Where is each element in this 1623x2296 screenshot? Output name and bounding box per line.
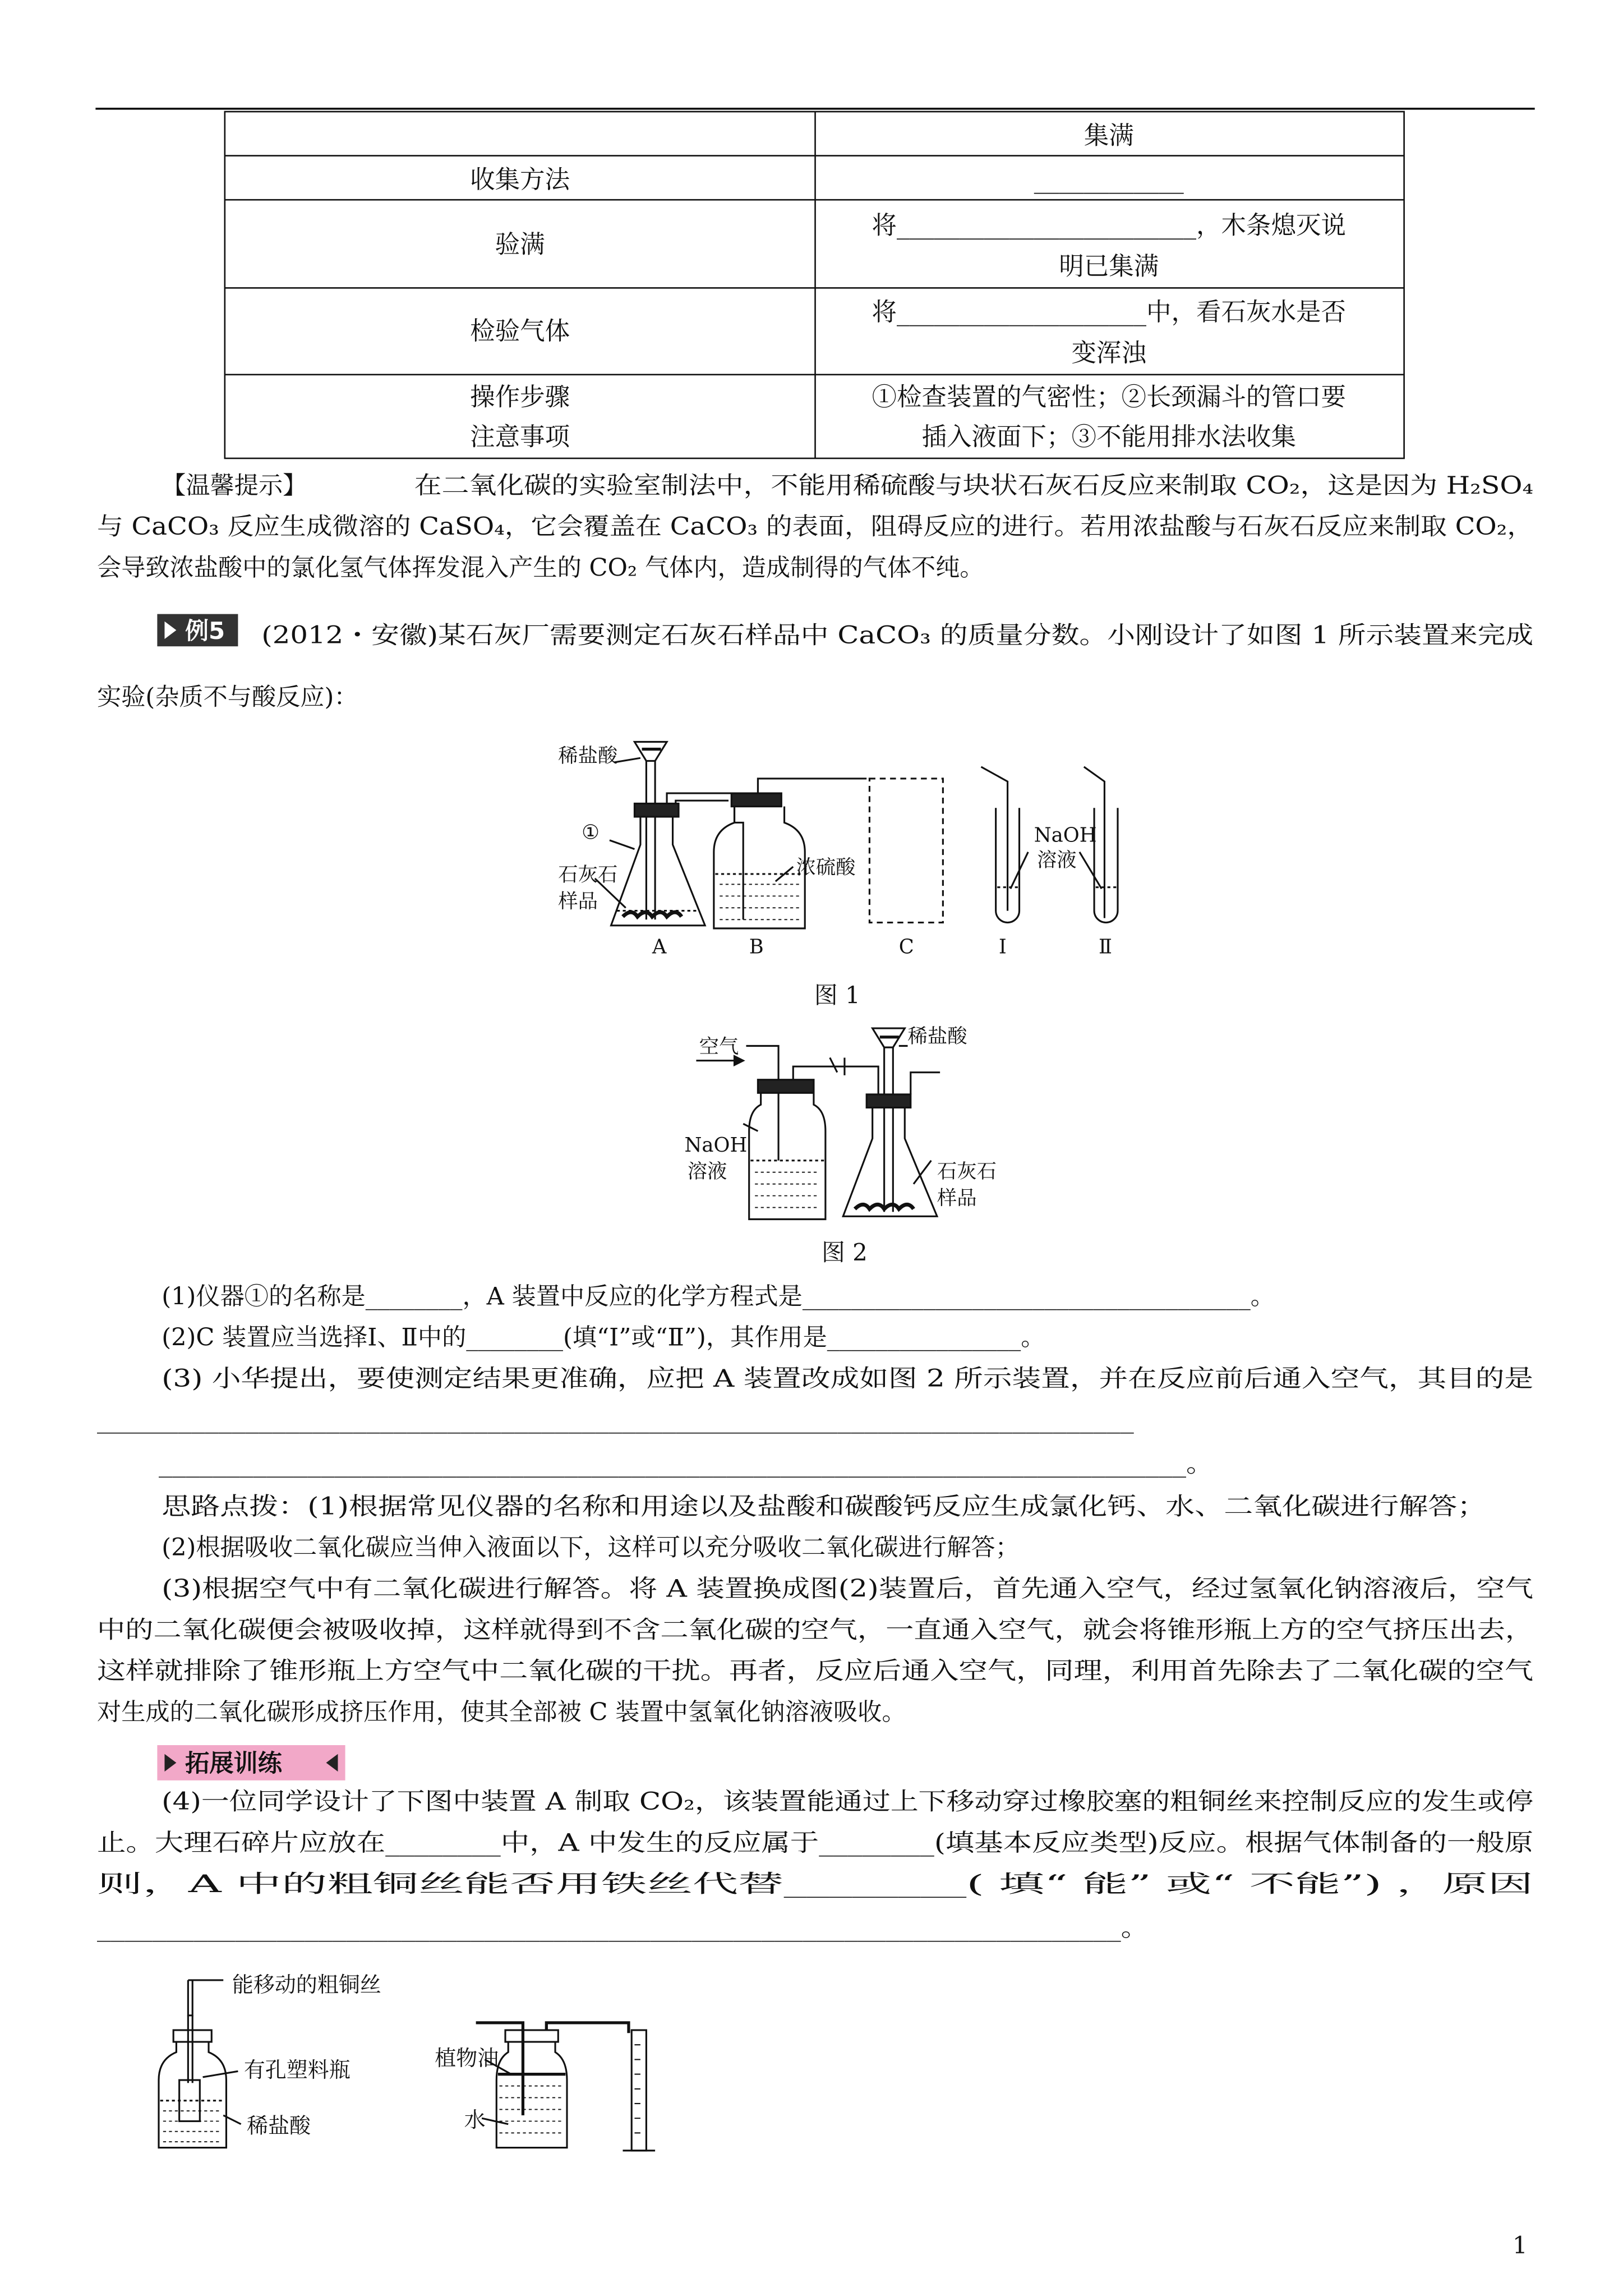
hint-line: 思路点拨：(1)根据常见仪器的名称和用途以及盐酸和碳酸钙反应生成氯化钙、水、二氧化碳进行解答； <box>162 1492 1487 1521</box>
tip-line: 在二氧化碳的实验室制法中，不能用稀硫酸与块状石灰石反应来制取 CO₂，这是因为 H₂SO₄ <box>414 471 1534 500</box>
fig3-label: 水 <box>464 2107 486 2132</box>
table-cell: ①检查装置的气密性；②长颈漏斗的管口要 <box>872 383 1347 412</box>
extension-badge <box>157 1745 345 1780</box>
fig2-label: NaOH <box>684 1134 748 1157</box>
fig3-label: 能移动的粗铜丝 <box>232 1972 381 1997</box>
tip-line: 会导致浓盐酸中的氯化氢气体挥发混入产生的 CO₂ 气体内，造成制得的气体不纯。 <box>97 554 984 582</box>
figure-1-caption: 图 1 <box>814 981 860 1009</box>
table-cell: 明已集满 <box>1059 252 1159 281</box>
fig2-label: 溶液 <box>687 1160 727 1184</box>
fig3-label: 稀盐酸 <box>247 2113 311 2138</box>
fig1-label: Ⅰ <box>998 935 1007 959</box>
fig2-label: 样品 <box>937 1186 977 1210</box>
fig1-label: 稀盐酸 <box>558 744 618 768</box>
fig1-label: A <box>652 935 667 959</box>
fig3-label: 植物油 <box>435 2045 499 2070</box>
table-cell: 验满 <box>495 230 545 259</box>
example-line: (2012・安徽)某石灰厂需要测定石灰石样品中 CaCO₃ 的质量分数。小刚设计了如图 1 所示装置来完成 <box>261 621 1534 650</box>
table-cell-a: 操作步骤 <box>470 383 570 412</box>
question-2: (2)C 装置应当选择Ⅰ、Ⅱ中的________(填“Ⅰ”或“Ⅱ”)，其作用是________________。 <box>162 1323 1045 1352</box>
fig1-label: Ⅱ <box>1098 935 1112 959</box>
fig1-label: 样品 <box>558 890 598 913</box>
fig1-label: 石灰石 <box>558 863 618 887</box>
question-1: (1)仪器①的名称是________，A 装置中反应的化学方程式是_____________________________________。 <box>162 1282 1275 1311</box>
extension-line: 止。大理石碎片应放在________中，A 中发生的反应属于________(填基本反应类型)反应。根据气体制备的一般原 <box>97 1829 1534 1857</box>
fig1-label: ① <box>582 821 600 844</box>
extension-line: (4)一位同学设计了下图中装置 A 制取 CO₂，该装置能通过上下移动穿过橡胶塞的粗铜丝来控制反应的发生或停 <box>162 1788 1534 1816</box>
fig1-label: 溶液 <box>1036 849 1077 872</box>
table-cell: 将________________________，木条熄灭说 <box>872 211 1347 240</box>
hint-line: 对生成的二氧化碳形成挤压作用，使其全部被 C 装置中氢氧化钠溶液吸收。 <box>97 1698 906 1727</box>
fig1-label: NaOH <box>1034 823 1097 847</box>
example-line: 实验(杂质不与酸反应)： <box>97 683 358 711</box>
table-cell: ____________ <box>1034 165 1184 195</box>
fig2-label: 石灰石 <box>937 1160 997 1184</box>
page-number: 1 <box>1512 2231 1528 2260</box>
figure-3 <box>159 1980 655 2151</box>
hint-line: (3)根据空气中有二氧化碳进行解答。将 A 装置换成图(2)装置后，首先通入空气，经过氢氧化钠溶液后，空气 <box>162 1575 1534 1603</box>
example-badge-label: 例5 <box>185 617 225 645</box>
table-cell: 变浑浊 <box>1071 339 1147 368</box>
fig2-label: 空气 <box>699 1035 739 1059</box>
hint-line: 这样就排除了锥形瓶上方空气中二氧化碳的干扰。再者，反应后通入空气，同理，利用首先除去了二氧化碳的空气 <box>97 1657 1534 1686</box>
answer-blank: ____________________________________________________________________________。 <box>158 1450 1214 1478</box>
fig1-label: B <box>749 935 764 959</box>
tip-line: 与 CaCO₃ 反应生成微溶的 CaSO₄，它会覆盖在 CaCO₃ 的表面，阻碍反应的进行。若用浓盐酸与石灰石反应来制取 CO₂， <box>97 513 1534 541</box>
table-cell: 收集方法 <box>470 165 570 195</box>
figure-2-caption: 图 2 <box>822 1238 868 1266</box>
fig3-label: 有孔塑料瓶 <box>243 2057 351 2082</box>
fig1-label: 浓硫酸 <box>796 856 856 880</box>
example-badge <box>157 614 238 647</box>
extension-badge-label: 拓展训练 <box>185 1750 282 1778</box>
table-cell: 检验气体 <box>470 316 570 346</box>
answer-blank: _____________________________________________________________________________ <box>97 1406 1135 1434</box>
table-cell-b: 注意事项 <box>470 422 570 452</box>
table-cell: 将____________________中，看石灰水是否 <box>872 297 1347 326</box>
tip-label: 【温馨提示】 <box>162 471 307 500</box>
extension-line: 则，A 中的粗铜丝能否用铁丝代替________( 填“ 能” 或“ 不能”) ，原因 <box>97 1870 1534 1898</box>
extension-line: __________________________________________________________________________。 <box>97 1914 1149 1943</box>
hint-line: (2)根据吸收二氧化碳应当伸入液面以下，这样可以充分吸收二氧化碳进行解答； <box>162 1534 1020 1562</box>
hint-line: 中的二氧化碳便会被吸收掉，这样就得到不含二氧化碳的空气，一直通入空气，就会将锥形瓶上方的空气挤压出去， <box>97 1616 1534 1644</box>
question-3: (3) 小华提出，要使测定结果更准确，应把 A 装置改成如图 2 所示装置，并在反应前后通入空气，其目的是 <box>162 1365 1534 1393</box>
fig2-label: 稀盐酸 <box>907 1025 967 1048</box>
fig1-label: C <box>898 935 914 959</box>
table-cell: 插入液面下；③不能用排水法收集 <box>921 422 1297 452</box>
table-cell: 集满 <box>1083 121 1134 150</box>
